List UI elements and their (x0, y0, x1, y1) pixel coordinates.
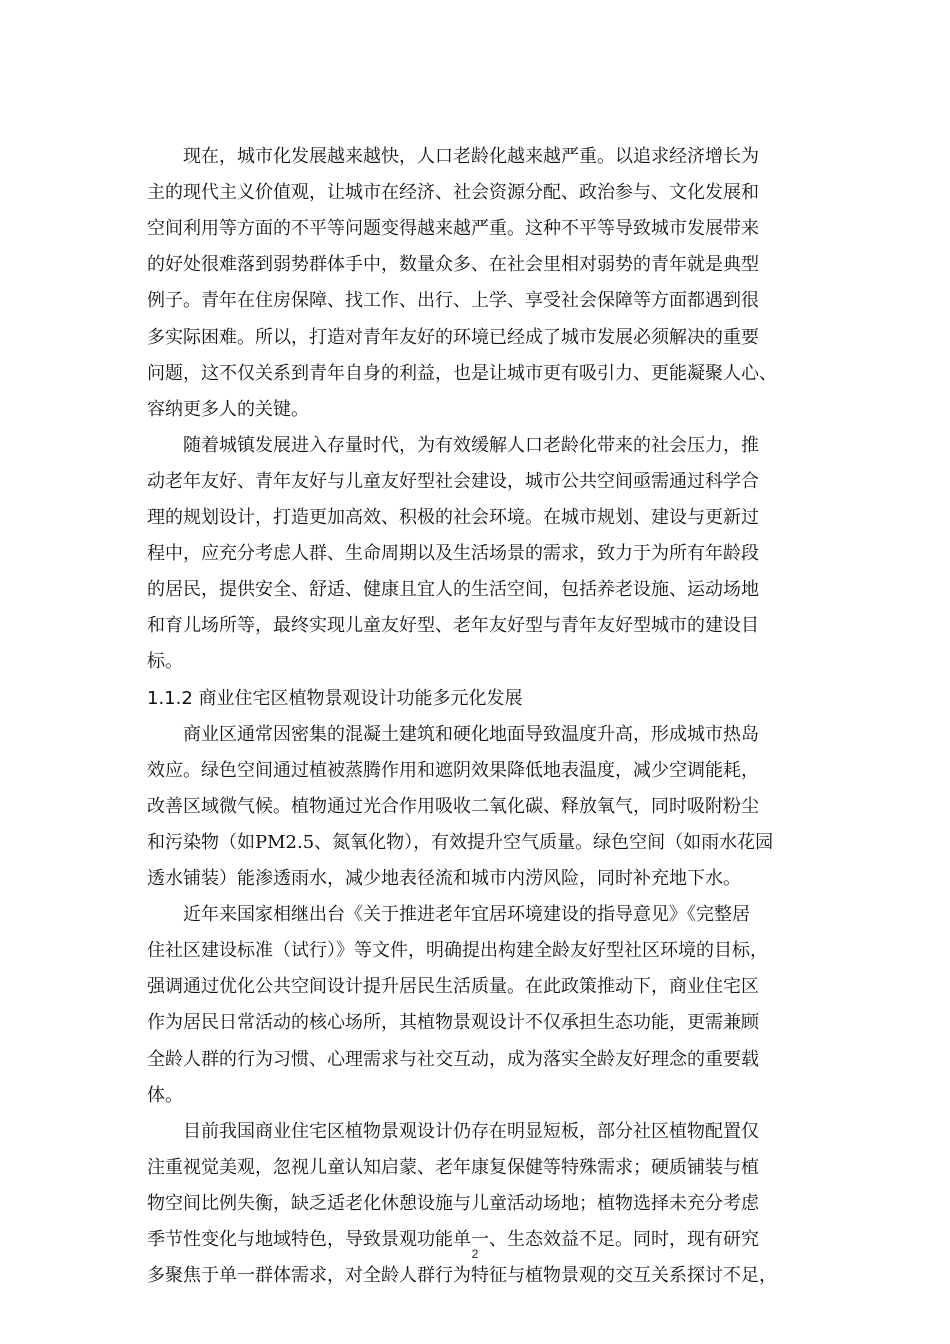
paragraph-line: 物空间比例失衡，缺乏适老化休憩设施与儿童活动场地；植物选择未充分考虑 (147, 1193, 759, 1214)
paragraph-line: 全龄人群的行为习惯、心理需求与社交互动，成为落实全龄友好理念的重要载 (147, 1049, 759, 1070)
paragraph-line: 多实际困难。所以，打造对青年友好的环境已经成了城市发展必须解决的重要 (147, 327, 759, 348)
paragraph-line: 注重视觉美观，忽视儿童认知启蒙、老年康复保健等特殊需求；硬质铺装与植 (147, 1157, 759, 1178)
paragraph-line: 动老年友好、青年友好与儿童友好型社会建设，城市公共空间亟需通过科学合 (147, 471, 759, 492)
paragraph-line: 季节性变化与地域特色，导致景观功能单一、生态效益不足。同时，现有研究 (147, 1229, 759, 1250)
paragraph-line: 目前我国商业住宅区植物景观设计仍存在明显短板，部分社区植物配置仅 (147, 1121, 759, 1142)
paragraph-line: 强调通过优化公共空间设计提升居民生活质量。在此政策推动下，商业住宅区 (147, 976, 759, 997)
paragraph-line: 商业区通常因密集的混凝土建筑和硬化地面导致温度升高，形成城市热岛 (147, 724, 759, 745)
paragraph-line: 现在，城市化发展越来越快，人口老龄化越来越严重。以追求经济增长为 (147, 146, 759, 167)
paragraph-line: 透水铺装）能渗透雨水，减少地表径流和城市内涝风险，同时补充地下水。 (147, 868, 741, 889)
paragraph-line: 多聚焦于单一群体需求，对全龄人群行为特征与植物景观的交互关系探讨不足， (147, 1265, 777, 1286)
paragraph-line: 改善区域微气候。植物通过光合作用吸收二氧化碳、释放氧气，同时吸附粉尘 (147, 796, 759, 817)
paragraph-line: 的好处很难落到弱势群体手中，数量众多、在社会里相对弱势的青年就是典型 (147, 254, 759, 275)
paragraph-line: 效应。绿色空间通过植被蒸腾作用和遮阴效果降低地表温度，减少空调能耗， (147, 760, 759, 781)
paragraph-line: 标。 (147, 651, 183, 672)
paragraph-line: 随着城镇发展进入存量时代，为有效缓解人口老龄化带来的社会压力，推 (147, 435, 759, 456)
paragraph-line: 作为居民日常活动的核心场所，其植物景观设计不仅承担生态功能，更需兼顾 (147, 1012, 759, 1033)
paragraph-line: 程中，应充分考虑人群、生命周期以及生活场景的需求，致力于为所有年龄段 (147, 543, 759, 564)
paragraph-line: 例子。青年在住房保障、找工作、出行、上学、享受社会保障等方面都遇到很 (147, 290, 759, 311)
paragraph-line: 理的规划设计，打造更加高效、积极的社会环境。在城市规划、建设与更新过 (147, 507, 759, 528)
paragraph-line: 主的现代主义价值观，让城市在经济、社会资源分配、政治参与、文化发展和 (147, 182, 759, 203)
paragraph-line: 和育儿场所等，最终实现儿童友好型、老年友好型与青年友好型城市的建设目 (147, 615, 759, 636)
paragraph-line: 的居民，提供安全、舒适、健康且宜人的生活空间，包括养老设施、运动场地 (147, 579, 759, 600)
paragraph-line: 体。 (147, 1085, 183, 1106)
paragraph-line: 空间利用等方面的不平等问题变得越来越严重。这种不平等导致城市发展带来 (147, 218, 759, 239)
page-number: 2 (471, 1247, 479, 1261)
paragraph-line: 住社区建设标准（试行）》等文件，明确提出构建全龄友好型社区环境的目标， (147, 940, 768, 961)
paragraph-line: 和污染物（如PM2.5、氮氧化物），有效提升空气质量。绿色空间（如雨水花园 (147, 832, 774, 853)
paragraph-line: 近年来国家相继出台《关于推进老年宜居环境建设的指导意见》《完整居 (147, 904, 750, 925)
section-heading: 1.1.2 商业住宅区植物景观设计功能多元化发展 (147, 688, 523, 709)
paragraph-line: 容纳更多人的关键。 (147, 399, 309, 420)
paragraph-line: 问题，这不仅关系到青年自身的利益，也是让城市更有吸引力、更能凝聚人心、 (147, 363, 777, 384)
